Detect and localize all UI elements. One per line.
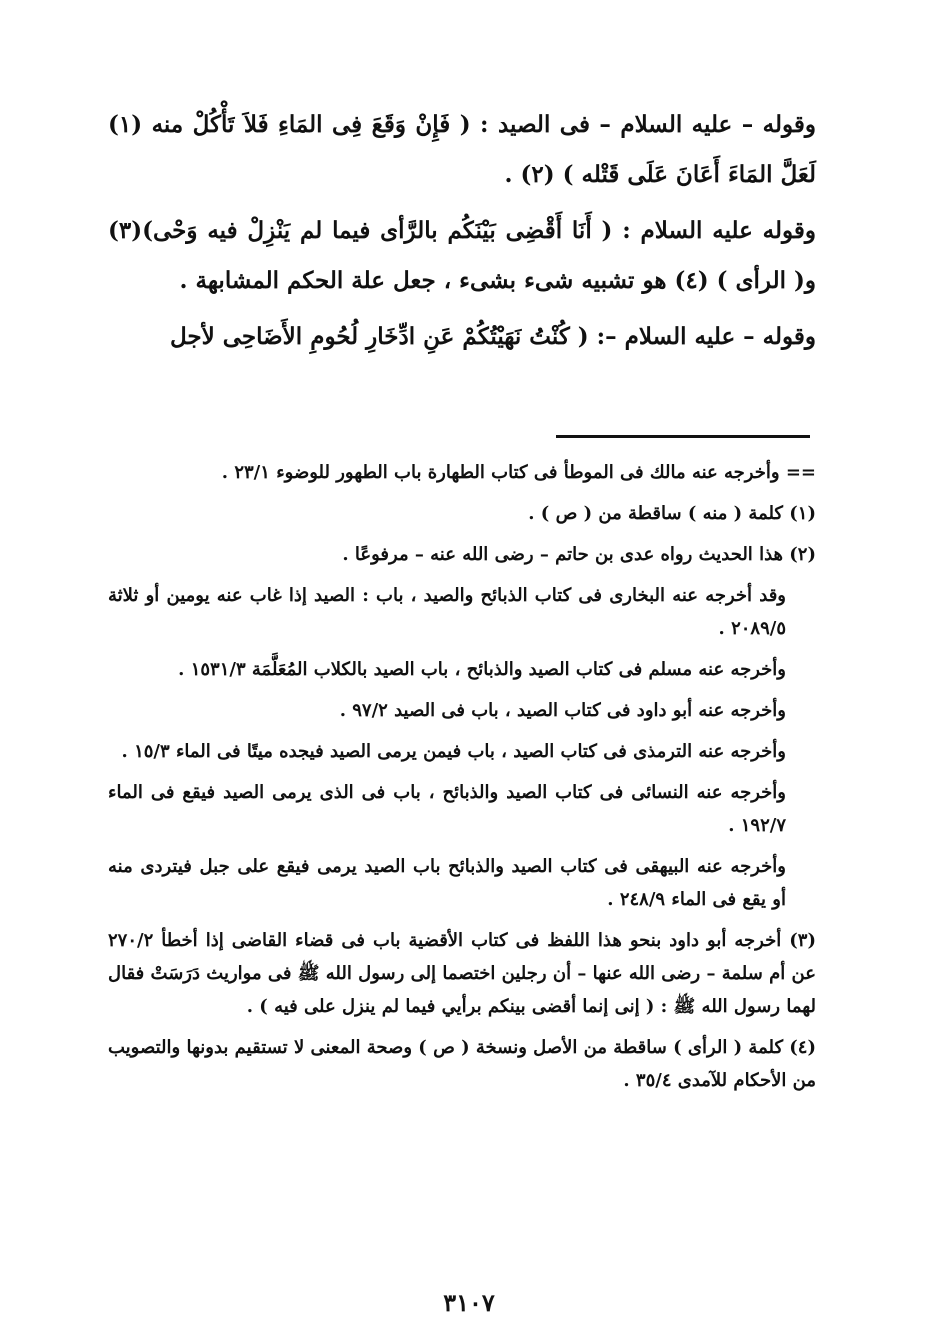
main-text [108, 206, 816, 306]
main-text [108, 312, 816, 362]
footnote-4: (٤) كلمة ( الرأى ) ساقطة من الأصل ونسخة ( ص ) وصحة المعنى لا تستقيم بدونها والتصويب من الأحكام للآمدى ٣٥/٤ . [108, 1037, 816, 1091]
footnote-3: (٣) أخرجه أبو داود بنحو هذا اللفظ فى كتاب الأقضية باب فى قضاء القاضى إذا أخطأ ٢٧٠/٢ عن أم سلمة – رضى الله عنها – أن رجلين اختصما إلى رسول الله ﷺ فى مواريث دَرَسَتْ فقال لهما رسول الله ﷺ : ( إنى إنما أقضى بينكم برأيي فيما لم ينزل على فيه ) . [108, 930, 816, 1017]
page-number: ٣١٠٧ [443, 1288, 495, 1317]
footnote-2-muslim: وأخرجه عنه مسلم فى كتاب الصيد والذبائح ، باب الصيد بالكلاب المُعَلَّمَة ١٥٣١/٣ . [178, 659, 786, 680]
main-text [108, 100, 816, 200]
footnote-2-bukhari: وقد أخرجه عنه البخارى فى كتاب الذبائح والصيد ، باب : الصيد إذا غاب عنه يومين أو ثلاثة ٢٠٨٩/٥ . [108, 585, 786, 639]
footnote-2-abudawud: وأخرجه عنه أبو داود فى كتاب الصيد ، باب فى الصيد ٩٧/٢ . [339, 700, 786, 721]
footnote-2: (٢) هذا الحديث رواه عدى بن حاتم – رضى الله عنه – مرفوعًا . [342, 544, 816, 565]
footnote-2-nasai: وأخرجه عنه النسائى فى كتاب الصيد والذبائح ، باب فى الذى يرمى الصيد فيقع فى الماء ١٩٢/٧ . [108, 782, 786, 836]
footnotes [108, 456, 816, 1105]
footnote-continuation: == وأخرجه عنه مالك فى الموطأ فى كتاب الطهارة باب الطهور للوضوء ٢٣/١ . [221, 462, 816, 483]
footnote-2-bayhaqi: وأخرجه عنه البيهقى فى كتاب الصيد والذبائح باب الصيد يرمى فيقع على جبل فيتردى منه أو يقع فى الماء ٢٤٨/٩ . [108, 856, 786, 910]
main-paragraph-1: وقوله – عليه السلام – فى الصيد : ( فَإِنْ وَقَعَ فِى المَاءِ فَلاَ تَأْكُلْ منه (١) لَعَلَّ المَاءَ أَعَانَ عَلَى قَتْله ) (٢) . [108, 111, 816, 188]
main-paragraph-2: وقوله عليه السلام : ( أَنَا أَقْضِى بَيْنَكُم بالرَّأى فيما لم يَنْزِلْ فيه وَحْى)(٣) و( الرأى ) (٤) هو تشبيه شىء بشىء ، جعل علة الحكم المشابهة . [108, 217, 816, 294]
footnote-divider [556, 435, 810, 438]
footnote-2-tirmidhi: وأخرجه عنه الترمذى فى كتاب الصيد ، باب فيمن يرمى الصيد فيجده ميتًا فى الماء ١٥/٣ . [121, 741, 786, 762]
main-paragraph-3: وقوله – عليه السلام –: ( كُنْتُ نَهَيْتُكُمْ عَنِ ادِّخَارِ لُحُومِ الأَضَاحِى لأجل [170, 323, 816, 350]
footnote-1: (١) كلمة ( منه ) ساقطة من ( ص ) . [528, 503, 816, 524]
